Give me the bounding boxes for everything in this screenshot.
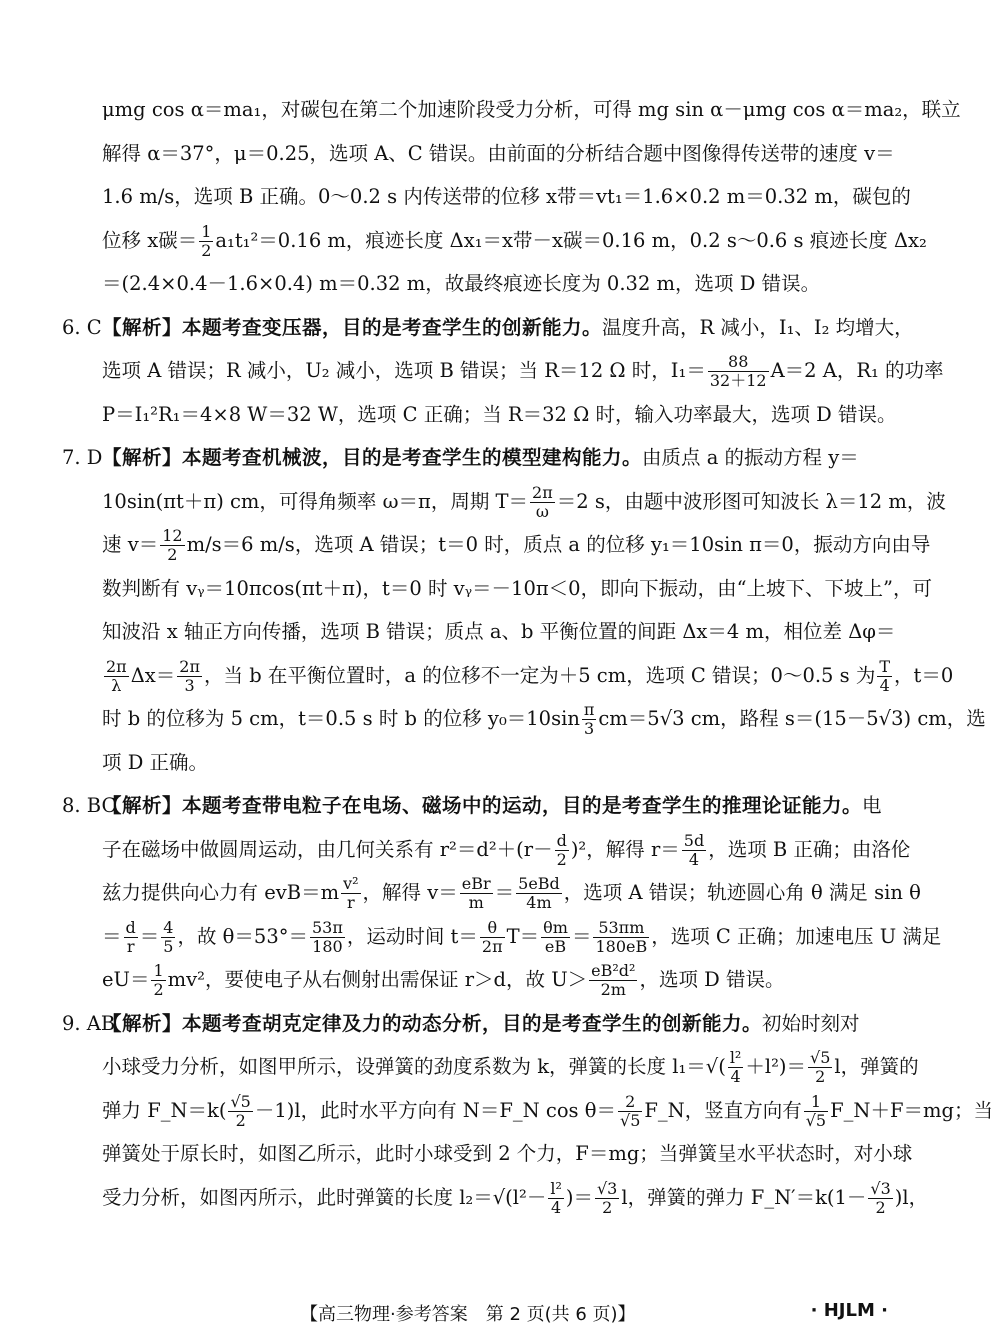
text-span: 温度升高，R 减小，I₁、I₂ 均增大，	[602, 315, 914, 339]
text-line: 选项 A 错误；R 减小，U₂ 减小，选项 B 错误；当 R＝12 Ω 时，I₁＝ $\frac{88}{32+12}$ A＝2 A，R₁ 的功率	[102, 352, 944, 390]
text-line: 速 v＝ $\frac{12}{2}$ m/s＝6 m/s，选项 A 错误；t＝0 时，质点 a 的位移 y₁＝10sin π＝0，振动方向由导	[102, 526, 931, 564]
analysis-tag: 【解析】本题考查机械波，目的是考查学生的模型建构能力。	[102, 446, 643, 469]
fraction: $\frac{1}{2}$	[201, 221, 212, 260]
fraction: $\frac{4}{5}$	[163, 917, 174, 956]
question-number: 9. AB	[62, 1011, 116, 1035]
fraction: $\frac{5d}{4}$	[683, 830, 705, 869]
text-line	[62, 306, 914, 350]
text-line: eU＝ $\frac{1}{2}$ mv²，要使电子从右侧射出需保证 r＞d，故 U＞ $\frac{\text{eB²d²}}{2m}$ ，选项 D 错误。	[102, 961, 785, 999]
fraction: $\frac{\text{v²}}{r}$	[343, 874, 359, 912]
text-line: 数判断有 vᵧ＝10πcos(πt＋π)，t＝0 时 vᵧ＝－10π＜0，即向下振动，由“上坡下、下坡上”，可	[102, 576, 933, 600]
fraction: $\frac{\text{5eBd}}{4m}$	[518, 874, 560, 912]
footer-code: · HJLM ·	[810, 1300, 888, 1321]
text-line: 兹力提供向心力有 evB＝m $\frac{\text{v²}}{r}$ ，解得 v＝ $\frac{\text{eBr}}{m}$ ＝ $\frac{\text{5eBd}}{4m}$ ，选项 A 错误；轨迹圆心角 θ 满足 sin θ	[102, 874, 921, 912]
text-line: 1.6 m/s，选项 B 正确。0～0.2 s 内传送带的位移 x带＝vt₁＝1.6×0.2 m＝0.32 m，碳包的	[102, 185, 911, 208]
fraction: $\frac{2\pi}{3}$	[179, 656, 200, 695]
fraction: $\frac{53\pi}{180}$	[311, 917, 343, 956]
fraction: $\frac{d}{r}$	[125, 917, 136, 956]
text-line: ＝ $\frac{d}{r}$ ＝ $\frac{4}{5}$ ，故 θ＝53°＝ $\frac{53\pi}{180}$ ，运动时间 t＝ $\frac{\theta}{2\pi}$ T＝ $\frac{\theta m}{eB}$ ＝ $\frac{53\pi m}{180eB}$ ，选项 C 正确；加速电压 U 满足	[102, 917, 942, 956]
fraction: $\frac{2}{√5}$	[620, 1091, 641, 1130]
fraction: $\frac{\text{eBr}}{m}$	[461, 874, 491, 912]
text-line: 时 b 的位移为 5 cm，t＝0.5 s 时 b 的位移 y₀＝10sin $\frac{\pi}{3}$ cm＝5√3 cm，路程 s＝(15－5√3) cm，选	[102, 700, 986, 738]
fraction: $\frac{d}{2}$	[556, 830, 567, 869]
fraction: $\frac{12}{2}$	[162, 526, 183, 564]
text-line: P＝I₁²R₁＝4×8 W＝32 W，选项 C 正确；当 R＝32 Ω 时，输入功率最大，选项 D 错误。	[102, 402, 897, 426]
fraction: $\frac{1}{2}$	[153, 961, 164, 999]
text-line: ＝(2.4×0.4－1.6×0.4) m＝0.32 m，故最终痕迹长度为 0.32 m，选项 D 错误。	[102, 272, 821, 295]
text-line: 10sin(πt＋π) cm，可得角频率 ω＝π，周期 T＝ $\frac{2\pi}{\omega}$ ＝2 s，由题中波形图可知波长 λ＝12 m，波	[102, 482, 946, 521]
analysis-tag: 【解析】本题考查带电粒子在电场、磁场中的运动，目的是考查学生的推理论证能力。	[102, 794, 863, 817]
fraction: $\frac{√5}{2}$	[810, 1048, 831, 1086]
fraction: $\frac{\text{eB²d²}}{2m}$	[591, 961, 636, 999]
text-line: 子在磁场中做圆周运动，由几何关系有 r²＝d²＋(r－ $\frac{d}{2}$ )²，解得 r＝ $\frac{5d}{4}$ ，选项 B 正确；由洛伦	[102, 830, 911, 869]
question-9	[62, 1002, 993, 1220]
analysis-tag: 【解析】本题考查胡克定律及力的动态分析，目的是考查学生的创新能力。	[102, 1011, 763, 1035]
text-line: 8. BC 【解析】本题考查带电粒子在电场、磁场中的运动，目的是考查学生的推理论证能力。电	[102, 784, 888, 828]
fraction: $\frac{2\pi}{\omega}$	[532, 482, 553, 521]
fraction: $\frac{\theta}{2\pi}$	[481, 917, 503, 956]
footer-page-info: 【高三物理·参考答案 第 2 页(共 6 页)】	[300, 1304, 636, 1325]
fraction: $\frac{88}{32+12}$	[709, 352, 767, 390]
text-line: 弹力 F_N＝k( $\frac{√5}{2}$ －1)l，此时水平方向有 N＝F_N cos θ＝ $\frac{2}{√5}$ F_N，竖直方向有 $\frac{1}{√5}$ F_N＋F＝mg；当	[102, 1091, 993, 1130]
text-line	[62, 219, 927, 263]
question-8	[62, 784, 942, 1002]
text-span: 位移 x碳＝	[102, 228, 198, 252]
analysis-tag: 【解析】本题考查变压器，目的是考查学生的创新能力。	[102, 315, 603, 339]
text-line: 受力分析，如图丙所示，此时弹簧的长度 l₂＝√(l²－ $\frac{\text{l²}}{4}$ )＝ $\frac{√3}{2}$ l，弹簧的弹力 F_N′＝k(1－ $\frac{√3}{2}$ )l，	[102, 1178, 929, 1217]
question-number: 6. C	[62, 315, 102, 339]
text-line: 9. AB 【解析】本题考查胡克定律及力的动态分析，目的是考查学生的创新能力。初始时刻对	[102, 1002, 888, 1046]
text-line: 小球受力分析，如图甲所示，设弹簧的劲度系数为 k，弹簧的长度 l₁＝√( $\frac{\text{l²}}{4}$ ＋l²)＝ $\frac{√5}{2}$ l，弹簧的	[102, 1048, 919, 1086]
question-number: 8. BC	[62, 794, 117, 817]
fraction: $\frac{√3}{2}$	[596, 1178, 618, 1217]
text-line: μmg cos α＝ma₁，对碳包在第二个加速阶段受力分析，可得 mg sin α－μmg cos α＝ma₂，联立	[102, 98, 961, 121]
text-line: $\frac{2\pi}{\lambda}$ Δx＝ $\frac{2\pi}{3}$ ，当 b 在平衡位置时，a 的位移不一定为＋5 cm，选项 C 错误；0～0.5 s 为 $\frac{T}{4}$ ，t＝0	[106, 656, 954, 695]
fraction: $\frac{\text{l²}}{4}$	[729, 1048, 742, 1086]
question-7	[62, 436, 986, 784]
fraction: $\frac{T}{4}$	[879, 656, 891, 695]
fraction: $\frac{53\pi m}{180eB}$	[595, 917, 648, 956]
fraction: $\frac{√3}{2}$	[870, 1178, 891, 1217]
text-line: 解得 α＝37°，μ＝0.25，选项 A、C 错误。由前面的分析结合题中图像得传送带的速度 v＝	[102, 141, 895, 165]
fraction: $\frac{\pi}{3}$	[583, 700, 595, 738]
question-number: 7. D	[62, 446, 103, 469]
fraction: $\frac{\theta m}{eB}$	[543, 917, 568, 956]
text-line: 知波沿 x 轴正方向传播，选项 B 错误；质点 a、b 平衡位置的间距 Δx＝4 m，相位差 Δφ＝	[102, 620, 896, 643]
fraction: $\frac{√5}{2}$	[230, 1091, 251, 1130]
question-6	[62, 306, 944, 437]
fraction: $\frac{1}{√5}$	[805, 1091, 827, 1130]
fraction: $\frac{2\pi}{\lambda}$	[106, 656, 127, 695]
intro-block	[62, 88, 961, 306]
text-line: 弹簧处于原长时，如图乙所示，此时小球受到 2 个力，F＝mg；当弹簧呈水平状态时，对小球	[102, 1142, 913, 1165]
text-line: 7. D 【解析】本题考查机械波，目的是考查学生的模型建构能力。由质点 a 的振动方程 y＝	[102, 436, 888, 480]
text-line: 项 D 正确。	[102, 750, 209, 774]
fraction: $\frac{\text{l²}}{4}$	[550, 1178, 562, 1217]
text-span: a₁t₁²＝0.16 m，痕迹长度 Δx₁＝x带－x碳＝0.16 m，0.2 s～0.6 s 痕迹长度 Δx₂	[215, 228, 927, 252]
